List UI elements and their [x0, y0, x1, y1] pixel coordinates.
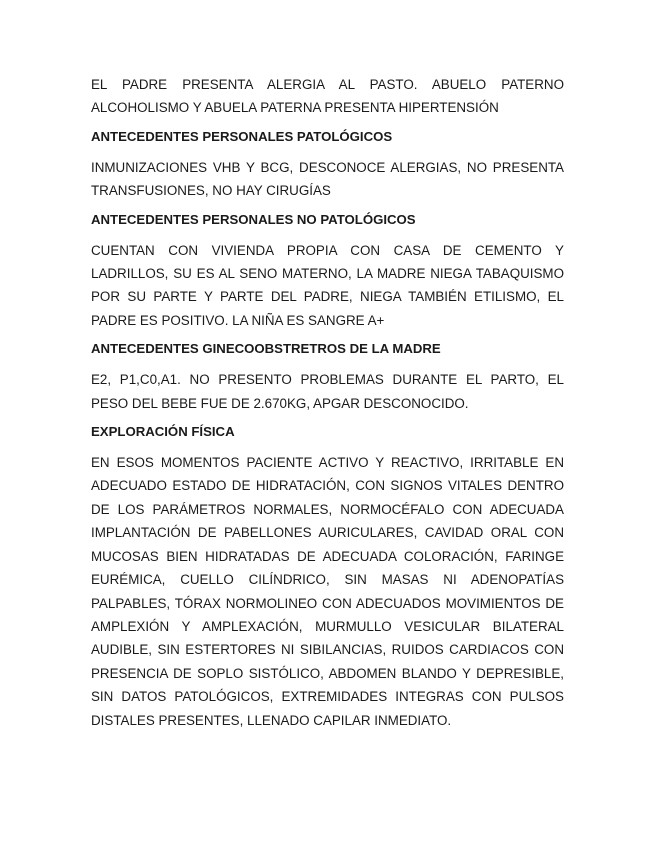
heading-personal-non-pathological: ANTECEDENTES PERSONALES NO PATOLÓGICOS — [91, 211, 416, 227]
heading-personal-pathological: ANTECEDENTES PERSONALES PATOLÓGICOS — [91, 128, 393, 144]
gyneco-obstetric-paragraph: E2, P1,C0,A1. NO PRESENTO PROBLEMAS DURANTE EL PARTO, EL PESO DEL BEBE FUE DE 2.670KG, APGAR DESCONOCIDO. — [91, 372, 564, 411]
heading-gyneco-obstetric: ANTECEDENTES GINECOOBSTRETROS DE LA MADRE — [91, 341, 441, 357]
physical-exam-paragraph: EN ESOS MOMENTOS PACIENTE ACTIVO Y REACTIVO, IRRITABLE EN ADECUADO ESTADO DE HIDRATACIÓN, CON SIGNOS VITALES DENTRO DE LOS PARÁMETROS NORMALES, NORMOCÉFALO CON ADECUADA IMPLANTACIÓN DE PABELLONES AURICULARES, CAVIDAD ORAL CON MUCOSAS BIEN HIDRATADAS DE ADECUADA COLORACIÓN, FARINGE EURÉMICA, CUELLO CILÍNDRICO, SIN MASAS NI ADENOPATÍAS PALPABLES, TÓRAX NORMOLINEO CON ADECUADOS MOVIMIENTOS DE AMPLEXIÓN Y AMPLEXACIÓN, MURMULLO VESICULAR BILATERAL AUDIBLE, SIN ESTERTORES NI SIBILANCIAS, RUIDOS CARDIACOS CON PRESENCIA DE SOPLO SISTÓLICO, ABDOMEN BLANDO Y DEPRESIBLE, SIN DATOS PATOLÓGICOS, EXTREMIDADES INTEGRAS CON PULSOS DISTALES PRESENTES, LLENADO CAPILAR INMEDIATO. — [91, 455, 564, 728]
personal-non-pathological-paragraph: CUENTAN CON VIVIENDA PROPIA CON CASA DE CEMENTO Y LADRILLOS, SU ES AL SENO MATERNO, LA MADRE NIEGA TABAQUISMO POR SU PARTE Y PARTE DEL PADRE, NIEGA TAMBIÉN ETILISMO, EL PADRE ES POSITIVO. LA NIÑA ES SANGRE A+ — [91, 242, 564, 328]
heading-physical-exam: EXPLORACIÓN FÍSICA — [91, 424, 235, 440]
family-history-paragraph: EL PADRE PRESENTA ALERGIA AL PASTO. ABUELO PATERNO ALCOHOLISMO Y ABUELA PATERNA PRESENTA HIPERTENSIÓN — [91, 77, 564, 116]
personal-pathological-paragraph: INMUNIZACIONES VHB Y BCG, DESCONOCE ALERGIAS, NO PRESENTA TRANSFUSIONES, NO HAY CIRUGÍAS — [91, 159, 564, 199]
document-page — [91, 73, 564, 739]
